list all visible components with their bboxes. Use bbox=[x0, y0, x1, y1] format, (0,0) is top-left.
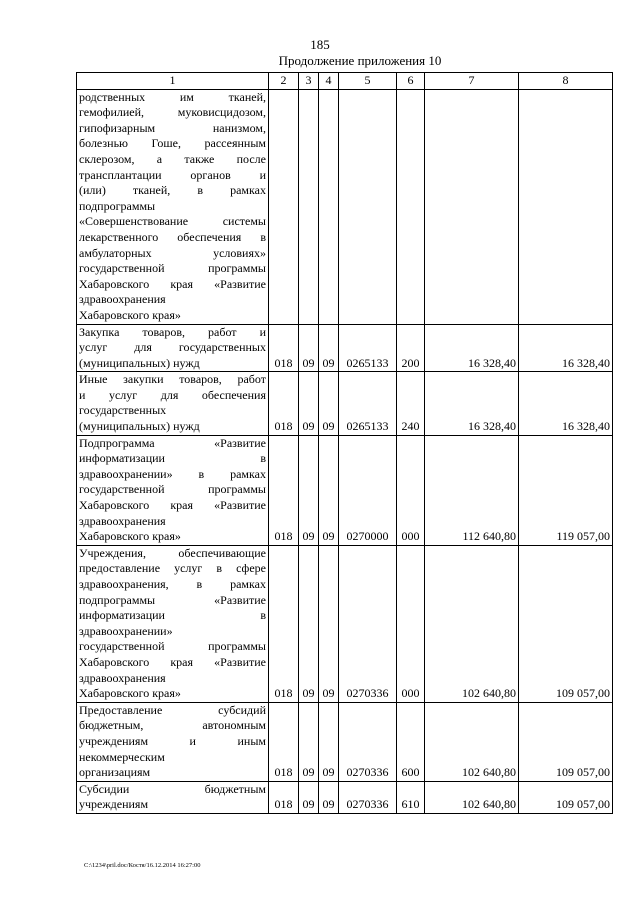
row-name-line: Предоставление субсидий bbox=[79, 702, 266, 717]
expense-type-cell: 000 bbox=[397, 545, 425, 702]
row-name-cell bbox=[77, 89, 269, 324]
amount-year2-cell: 16 328,40 bbox=[519, 372, 613, 435]
amount-year1-cell: 102 640,80 bbox=[425, 545, 519, 702]
amount-year1-cell bbox=[425, 89, 519, 324]
ministry-code-cell: 018 bbox=[269, 435, 299, 545]
row-name-line: государственных bbox=[79, 403, 167, 418]
ministry-code-cell bbox=[269, 89, 299, 324]
row-name-line: подпрограммы bbox=[79, 198, 156, 213]
amount-year2-cell: 119 057,00 bbox=[519, 435, 613, 545]
page-number: 185 bbox=[310, 37, 330, 52]
ministry-code-cell: 018 bbox=[269, 702, 299, 781]
ministry-code-cell: 018 bbox=[269, 545, 299, 702]
header-cell: 3 bbox=[299, 73, 319, 90]
row-name-line: лекарственного обеспечения в bbox=[79, 229, 266, 244]
subsection-code-cell bbox=[319, 89, 339, 324]
row-name-line: здравоохранения bbox=[79, 513, 166, 528]
row-name-line: здравоохранении» bbox=[79, 623, 173, 638]
table-row bbox=[77, 372, 613, 435]
row-name-line: здравоохранении» в рамках bbox=[79, 466, 266, 481]
header-cell: 7 bbox=[425, 73, 519, 90]
amount-year2-cell: 109 057,00 bbox=[519, 545, 613, 702]
section-code-cell: 09 bbox=[299, 781, 319, 813]
row-name-line: Субсидии бюджетным bbox=[79, 781, 266, 796]
target-article-cell: 0270336 bbox=[339, 702, 397, 781]
amount-year2-cell: 109 057,00 bbox=[519, 702, 613, 781]
expense-type-cell: 240 bbox=[397, 372, 425, 435]
row-name-line: Учреждения, обеспечивающие bbox=[79, 545, 266, 560]
row-name-line: Хабаровского края» bbox=[79, 686, 181, 701]
row-name-line: некоммерческим bbox=[79, 749, 165, 764]
ministry-code-cell: 018 bbox=[269, 781, 299, 813]
amount-year1-cell: 16 328,40 bbox=[425, 372, 519, 435]
row-name-line: трансплантации органов и bbox=[79, 167, 266, 182]
row-name-line: склерозом, а также после bbox=[79, 151, 266, 166]
row-name-cell bbox=[77, 435, 269, 545]
header-cell: 5 bbox=[339, 73, 397, 90]
budget-table bbox=[76, 72, 613, 814]
row-name-line: (муниципальных) нужд bbox=[79, 355, 200, 370]
header-cell: 6 bbox=[397, 73, 425, 90]
row-name-line: государственной программы bbox=[79, 482, 266, 497]
row-name-line: подпрограммы «Развитие bbox=[79, 592, 266, 607]
header-cell: 8 bbox=[519, 73, 613, 90]
row-name-line: гипофизарным нанизмом, bbox=[79, 120, 266, 135]
target-article-cell: 0270336 bbox=[339, 545, 397, 702]
row-name-line: информатизации в bbox=[79, 608, 266, 623]
subsection-code-cell: 09 bbox=[319, 781, 339, 813]
expense-type-cell: 000 bbox=[397, 435, 425, 545]
continuation-title: Продолжение приложения 10 bbox=[278, 53, 442, 68]
table-row bbox=[77, 435, 613, 545]
row-name-line: государственной программы bbox=[79, 261, 266, 276]
row-name-line: здравоохранения, в рамках bbox=[79, 577, 266, 591]
row-name-line: (или) тканей, в рамках bbox=[79, 183, 266, 198]
expense-type-cell bbox=[397, 89, 425, 324]
row-name-line: амбулаторных условиях» bbox=[79, 245, 266, 260]
target-article-cell bbox=[339, 89, 397, 324]
target-article-cell: 0270000 bbox=[339, 435, 397, 545]
ministry-code-cell: 018 bbox=[269, 324, 299, 372]
ministry-code-cell: 018 bbox=[269, 372, 299, 435]
target-article-cell: 0270336 bbox=[339, 781, 397, 813]
row-name-line: учреждениям и иным bbox=[79, 733, 266, 748]
amount-year1-cell: 102 640,80 bbox=[425, 702, 519, 781]
section-code-cell: 09 bbox=[299, 372, 319, 435]
row-name-line: Хабаровского края «Развитие bbox=[79, 654, 266, 669]
row-name-line: родственных им тканей, bbox=[79, 89, 266, 104]
row-name-line: «Совершенствование системы bbox=[79, 214, 266, 229]
row-name-line: здравоохранения bbox=[79, 292, 166, 307]
file-path-footer: C:\1234\pril.doc/Костя/16.12.2014 16:27:00 bbox=[84, 862, 201, 869]
header-row bbox=[77, 73, 613, 90]
row-name-line: и услуг для обеспечения bbox=[79, 387, 266, 402]
section-code-cell: 09 bbox=[299, 702, 319, 781]
header-cell: 1 bbox=[77, 73, 269, 90]
row-name-cell bbox=[77, 324, 269, 372]
subsection-code-cell: 09 bbox=[319, 545, 339, 702]
row-name-line: Подпрограмма «Развитие bbox=[79, 435, 266, 450]
table-row bbox=[77, 545, 613, 702]
amount-year1-cell: 16 328,40 bbox=[425, 324, 519, 372]
subsection-code-cell: 09 bbox=[319, 702, 339, 781]
row-name-line: организациям bbox=[79, 765, 151, 780]
amount-year1-cell: 112 640,80 bbox=[425, 435, 519, 545]
target-article-cell: 0265133 bbox=[339, 324, 397, 372]
amount-year2-cell bbox=[519, 89, 613, 324]
row-name-line: (муниципальных) нужд bbox=[79, 419, 200, 434]
row-name-line: государственной программы bbox=[79, 639, 266, 654]
target-article-cell: 0265133 bbox=[339, 372, 397, 435]
amount-year2-cell: 16 328,40 bbox=[519, 324, 613, 372]
section-code-cell bbox=[299, 89, 319, 324]
section-code-cell: 09 bbox=[299, 545, 319, 702]
row-name-line: информатизации в bbox=[79, 451, 266, 466]
expense-type-cell: 200 bbox=[397, 324, 425, 372]
table-row bbox=[77, 781, 613, 813]
row-name-line: учреждениям bbox=[79, 797, 149, 812]
row-name-line: гемофилией, муковисцидозом, bbox=[79, 105, 266, 120]
subsection-code-cell: 09 bbox=[319, 372, 339, 435]
row-name-cell bbox=[77, 702, 269, 781]
row-name-cell bbox=[77, 781, 269, 813]
row-name-line: Хабаровского края» bbox=[79, 529, 181, 544]
table-row bbox=[77, 702, 613, 781]
amount-year1-cell: 102 640,80 bbox=[425, 781, 519, 813]
row-name-line: Иные закупки товаров, работ bbox=[79, 372, 266, 387]
subsection-code-cell: 09 bbox=[319, 435, 339, 545]
expense-type-cell: 610 bbox=[397, 781, 425, 813]
expense-type-cell: 600 bbox=[397, 702, 425, 781]
header-cell: 2 bbox=[269, 73, 299, 90]
row-name-line: здравоохранения bbox=[79, 670, 166, 685]
row-name-line: Хабаровского края» bbox=[79, 307, 181, 322]
section-code-cell: 09 bbox=[299, 324, 319, 372]
row-name-line: Закупка товаров, работ и bbox=[79, 324, 266, 339]
row-name-line: бюджетным, автономным bbox=[79, 718, 266, 733]
row-name-line: Хабаровского края «Развитие bbox=[79, 498, 266, 513]
row-name-cell bbox=[77, 372, 269, 435]
table-row bbox=[77, 89, 613, 324]
row-name-line: Хабаровского края «Развитие bbox=[79, 276, 266, 291]
header-cell: 4 bbox=[319, 73, 339, 90]
row-name-cell bbox=[77, 545, 269, 702]
row-name-line: болезнью Гоше, рассеянным bbox=[79, 136, 266, 151]
row-name-line: предоставление услуг в сфере bbox=[79, 561, 266, 576]
amount-year2-cell: 109 057,00 bbox=[519, 781, 613, 813]
table-row bbox=[77, 324, 613, 372]
row-name-line: услуг для государственных bbox=[79, 340, 266, 355]
subsection-code-cell: 09 bbox=[319, 324, 339, 372]
section-code-cell: 09 bbox=[299, 435, 319, 545]
